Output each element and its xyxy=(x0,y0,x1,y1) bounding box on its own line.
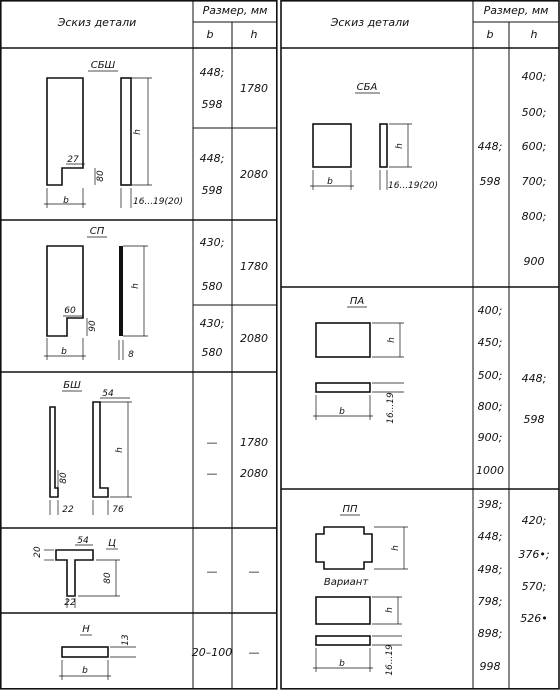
svg-text:—: — xyxy=(248,565,260,578)
sketch-bsh xyxy=(50,380,132,515)
svg-text:54: 54 xyxy=(102,389,114,399)
svg-text:448;: 448; xyxy=(477,530,503,543)
svg-text:526•: 526• xyxy=(520,612,548,625)
svg-text:498;: 498; xyxy=(477,563,503,576)
svg-text:1780: 1780 xyxy=(240,82,268,95)
sp-sizes xyxy=(200,236,268,359)
svg-text:500;: 500; xyxy=(521,106,547,119)
svg-text:8: 8 xyxy=(128,350,134,360)
sketch-ts xyxy=(33,536,120,608)
right-h-header: h xyxy=(530,28,538,41)
svg-text:—: — xyxy=(206,436,218,449)
svg-text:80: 80 xyxy=(96,170,106,182)
svg-text:376•;: 376•; xyxy=(518,548,550,561)
bsh-sizes xyxy=(207,436,269,480)
svg-text:b: b xyxy=(339,407,345,417)
svg-text:СП: СП xyxy=(89,226,105,237)
svg-text:1780: 1780 xyxy=(240,436,268,449)
svg-text:22: 22 xyxy=(62,505,74,515)
svg-text:—: — xyxy=(206,467,218,480)
svg-text:800;: 800; xyxy=(477,400,503,413)
svg-text:430;: 430; xyxy=(199,317,225,330)
svg-text:76: 76 xyxy=(112,505,124,515)
svg-text:580: 580 xyxy=(201,280,223,293)
svg-text:2080: 2080 xyxy=(240,168,268,181)
svg-text:20: 20 xyxy=(33,546,43,558)
ts-sizes xyxy=(207,565,260,578)
variant-label: Вариант xyxy=(323,577,369,588)
svg-text:898;: 898; xyxy=(477,627,503,640)
svg-text:Н: Н xyxy=(82,624,90,635)
pa-sizes xyxy=(476,304,546,477)
svg-text:b: b xyxy=(61,347,67,357)
svg-text:80: 80 xyxy=(59,472,69,484)
svg-text:2080: 2080 xyxy=(240,332,268,345)
svg-text:16...19: 16...19 xyxy=(385,644,395,676)
left-size-header: Размер, мм xyxy=(202,4,268,17)
svg-text:БШ: БШ xyxy=(63,380,81,391)
svg-text:b: b xyxy=(82,666,88,676)
svg-text:ПА: ПА xyxy=(349,296,365,307)
svg-text:16...19: 16...19 xyxy=(386,392,396,424)
sketch-n xyxy=(59,624,136,680)
right-b-header: b xyxy=(486,28,494,41)
svg-text:420;: 420; xyxy=(521,514,547,527)
svg-text:—: — xyxy=(248,646,260,659)
svg-text:b: b xyxy=(327,177,333,187)
svg-text:900;: 900; xyxy=(477,431,503,444)
svg-text:—: — xyxy=(206,565,218,578)
left-sketch-header: Эскиз детали xyxy=(57,16,137,29)
svg-text:h: h xyxy=(115,447,125,453)
svg-text:570;: 570; xyxy=(521,580,547,593)
svg-text:700;: 700; xyxy=(521,175,547,188)
svg-text:h: h xyxy=(385,607,395,613)
svg-text:90: 90 xyxy=(88,320,98,332)
sketch-pp xyxy=(313,504,408,676)
svg-text:800;: 800; xyxy=(521,210,547,223)
svg-text:448;: 448; xyxy=(199,66,225,79)
left-b-header: b xyxy=(206,28,214,41)
svg-text:СБШ: СБШ xyxy=(90,60,116,71)
sba-sizes xyxy=(478,70,547,268)
svg-text:b: b xyxy=(63,196,69,206)
svg-text:ПП: ПП xyxy=(342,504,358,515)
table-grid xyxy=(1,1,559,689)
svg-text:600;: 600; xyxy=(521,140,547,153)
svg-text:b: b xyxy=(339,659,345,669)
svg-text:h: h xyxy=(387,337,397,343)
svg-text:448;: 448; xyxy=(199,152,225,165)
svg-text:h: h xyxy=(395,143,405,149)
svg-text:398;: 398; xyxy=(477,498,503,511)
svg-text:450;: 450; xyxy=(477,336,503,349)
svg-text:13: 13 xyxy=(121,634,131,646)
svg-text:20–100: 20–100 xyxy=(191,646,233,659)
sketch-sba xyxy=(310,82,438,191)
svg-text:448;: 448; xyxy=(477,140,503,153)
svg-text:СБА: СБА xyxy=(356,82,378,93)
n-sizes xyxy=(192,646,260,659)
pp-sizes xyxy=(478,498,550,673)
svg-text:16...19(20): 16...19(20) xyxy=(388,181,438,191)
svg-text:998: 998 xyxy=(479,660,501,673)
svg-text:h: h xyxy=(391,545,401,551)
svg-text:h: h xyxy=(133,129,143,135)
left-h-header: h xyxy=(250,28,258,41)
svg-text:430;: 430; xyxy=(199,236,225,249)
svg-text:h: h xyxy=(131,283,141,289)
sketch-sp xyxy=(44,226,148,360)
svg-text:400;: 400; xyxy=(477,304,503,317)
right-sketch-header: Эскиз детали xyxy=(330,16,410,29)
svg-text:598: 598 xyxy=(201,184,223,197)
sketch-sbsh xyxy=(44,60,183,208)
svg-text:598: 598 xyxy=(523,413,545,426)
svg-text:2080: 2080 xyxy=(240,467,268,480)
svg-text:598: 598 xyxy=(479,175,501,188)
svg-text:900: 900 xyxy=(523,255,545,268)
sbsh-sizes xyxy=(200,66,268,197)
svg-text:80: 80 xyxy=(103,572,113,584)
svg-text:400;: 400; xyxy=(521,70,547,83)
svg-text:500;: 500; xyxy=(477,369,503,382)
svg-text:1000: 1000 xyxy=(476,464,504,477)
right-size-header: Размер, мм xyxy=(483,4,549,17)
svg-text:598: 598 xyxy=(201,98,223,111)
svg-text:16...19(20): 16...19(20) xyxy=(133,197,183,207)
svg-text:22: 22 xyxy=(64,598,76,608)
svg-text:Ц: Ц xyxy=(108,538,116,549)
svg-text:27: 27 xyxy=(67,155,79,165)
svg-text:798;: 798; xyxy=(477,595,503,608)
svg-text:448;: 448; xyxy=(521,372,547,385)
svg-text:60: 60 xyxy=(64,306,76,316)
svg-text:580: 580 xyxy=(201,346,223,359)
svg-text:54: 54 xyxy=(77,536,89,546)
svg-text:1780: 1780 xyxy=(240,260,268,273)
sketch-pa xyxy=(313,296,404,424)
